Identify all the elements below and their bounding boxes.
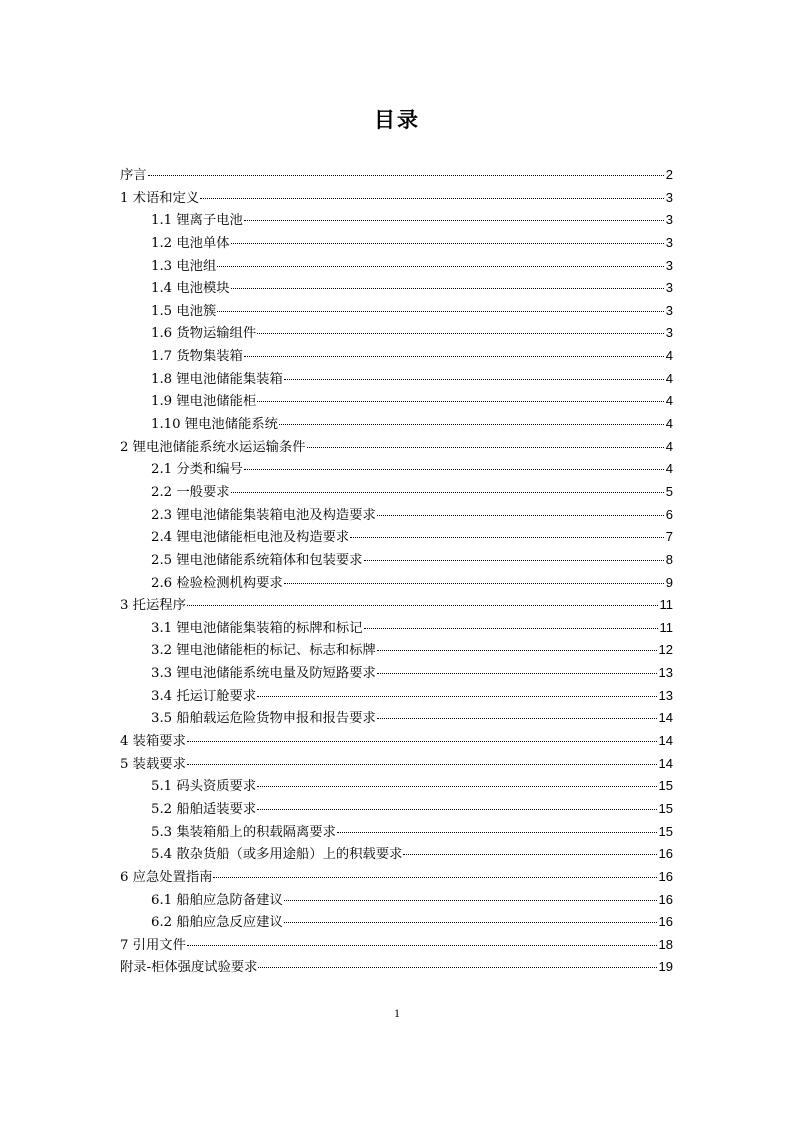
- toc-entry[interactable]: [120, 504, 673, 527]
- toc-entry-page: 14: [658, 755, 673, 771]
- toc-entry-label: 1.1 锂离子电池: [151, 213, 243, 229]
- toc-dot-leader: [284, 922, 657, 923]
- toc-dot-leader: [187, 605, 658, 606]
- toc-entry-label: 7 引用文件: [120, 937, 186, 953]
- toc-entry-label: 1.6 货物运输组件: [151, 326, 257, 342]
- toc-entry[interactable]: [120, 821, 673, 844]
- toc-entry[interactable]: [120, 413, 673, 436]
- toc-entry[interactable]: [120, 526, 673, 549]
- toc-entry[interactable]: [120, 956, 673, 979]
- toc-entry-label: 1.10 锂电池储能系统: [151, 417, 278, 433]
- toc-entry-label: 1.7 货物集装箱: [151, 349, 243, 365]
- toc-entry-label: 5.1 码头资质要求: [151, 779, 257, 795]
- toc-entry-page: 16: [658, 868, 673, 884]
- toc-dot-leader: [231, 288, 664, 289]
- toc-entry[interactable]: [120, 662, 673, 685]
- toc-entry-page: 3: [665, 257, 673, 273]
- toc-dot-leader: [337, 832, 657, 833]
- toc-entry-page: 12: [658, 642, 673, 658]
- toc-entry-label: 3.5 船舶载运危险货物申报和报告要求: [151, 711, 376, 727]
- toc-entry-page: 16: [658, 891, 673, 907]
- toc-entry[interactable]: [120, 187, 673, 210]
- toc-entry[interactable]: [120, 232, 673, 255]
- toc-entry[interactable]: [120, 594, 673, 617]
- toc-dot-leader: [231, 243, 664, 244]
- toc-dot-leader: [284, 900, 657, 901]
- toc-entry-page: 16: [658, 846, 673, 862]
- toc-dot-leader: [244, 469, 664, 470]
- toc-entry-label: 5 装载要求: [120, 756, 186, 772]
- toc-dot-leader: [350, 537, 664, 538]
- toc-entry[interactable]: [120, 934, 673, 957]
- toc-dot-leader: [217, 311, 664, 312]
- toc-entry-page: 14: [658, 733, 673, 749]
- toc-entry-label: 2.3 锂电池储能集装箱电池及构造要求: [151, 507, 376, 523]
- toc-entry-page: 6: [665, 506, 673, 522]
- toc-dot-leader: [377, 718, 657, 719]
- toc-entry[interactable]: [120, 617, 673, 640]
- toc-entry-page: 4: [665, 393, 673, 409]
- toc-entry[interactable]: [120, 911, 673, 934]
- toc-dot-leader: [187, 945, 657, 946]
- toc-entry-page: 4: [665, 438, 673, 454]
- page-title: 目录: [374, 108, 420, 132]
- toc-entry-page: 19: [658, 959, 673, 975]
- toc-entry[interactable]: [120, 368, 673, 391]
- toc-entry-label: 1.9 锂电池储能柜: [151, 394, 257, 410]
- toc-dot-leader: [307, 447, 664, 448]
- toc-entry-label: 5.2 船舶适装要求: [151, 801, 257, 817]
- toc-entry-label: 3.4 托运订舱要求: [151, 688, 257, 704]
- toc-entry-label: 3.1 锂电池储能集装箱的标牌和标记: [151, 620, 363, 636]
- toc-entry-label: 2.2 一般要求: [151, 484, 230, 500]
- toc-entry-page: 3: [665, 189, 673, 205]
- toc-entry[interactable]: [120, 639, 673, 662]
- toc-entry[interactable]: [120, 390, 673, 413]
- toc-dot-leader: [148, 175, 664, 176]
- toc-entry-page: 9: [665, 574, 673, 590]
- toc-entry[interactable]: [120, 277, 673, 300]
- page-number: 1: [394, 1006, 400, 1020]
- toc-entry[interactable]: [120, 775, 673, 798]
- toc-entry-label: 5.4 散杂货船（或多用途船）上的积载要求: [151, 847, 403, 863]
- toc-dot-leader: [187, 741, 657, 742]
- toc-entry[interactable]: [120, 572, 673, 595]
- toc-entry-page: 4: [665, 461, 673, 477]
- toc-entry[interactable]: [120, 798, 673, 821]
- toc-entry-page: 13: [658, 665, 673, 681]
- toc-dot-leader: [187, 764, 657, 765]
- toc-entry-label: 2.1 分类和编号: [151, 462, 243, 478]
- toc-dot-leader: [364, 560, 664, 561]
- toc-entry-label: 1.4 电池模块: [151, 281, 230, 297]
- toc-entry-label: 2.6 检验检测机构要求: [151, 575, 283, 591]
- toc-entry-page: 4: [665, 370, 673, 386]
- table-of-contents: [120, 164, 673, 979]
- toc-entry[interactable]: [120, 458, 673, 481]
- toc-dot-leader: [257, 333, 664, 334]
- toc-entry-page: 7: [665, 529, 673, 545]
- toc-entry-label: 序言: [120, 168, 147, 183]
- toc-entry[interactable]: [120, 730, 673, 753]
- toc-entry-label: 1.8 锂电池储能集装箱: [151, 371, 283, 387]
- toc-entry-page: 8: [665, 551, 673, 567]
- toc-dot-leader: [200, 198, 664, 199]
- toc-entry-label: 1.5 电池簇: [151, 303, 217, 319]
- toc-dot-leader: [284, 583, 664, 584]
- toc-entry[interactable]: [120, 866, 673, 889]
- toc-dot-leader: [377, 515, 664, 516]
- toc-entry-label: 附录-柜体强度试验要求: [120, 960, 258, 976]
- toc-dot-leader: [284, 379, 664, 380]
- toc-entry[interactable]: [120, 843, 673, 866]
- toc-dot-leader: [257, 401, 664, 402]
- toc-dot-leader: [377, 673, 657, 674]
- toc-entry[interactable]: [120, 345, 673, 368]
- toc-entry[interactable]: [120, 209, 673, 232]
- toc-entry-page: 4: [665, 348, 673, 364]
- toc-entry-label: 1.2 电池单体: [151, 235, 230, 251]
- toc-entry[interactable]: [120, 255, 673, 278]
- toc-entry-page: 16: [658, 914, 673, 930]
- toc-entry-page: 5: [665, 483, 673, 499]
- toc-entry[interactable]: [120, 707, 673, 730]
- toc-entry-label: 6.2 船舶应急反应建议: [151, 915, 283, 931]
- toc-dot-leader: [258, 967, 656, 968]
- toc-dot-leader: [257, 696, 656, 697]
- toc-dot-leader: [403, 854, 656, 855]
- toc-entry-page: 15: [658, 800, 673, 816]
- toc-entry[interactable]: [120, 322, 673, 345]
- toc-entry-label: 2.5 锂电池储能系统箱体和包装要求: [151, 552, 363, 568]
- toc-entry-page: 11: [659, 597, 673, 613]
- toc-entry-label: 3.2 锂电池储能柜的标记、标志和标牌: [151, 643, 376, 659]
- toc-entry[interactable]: [120, 889, 673, 912]
- toc-dot-leader: [257, 786, 656, 787]
- toc-dot-leader: [364, 628, 658, 629]
- toc-dot-leader: [217, 266, 664, 267]
- toc-entry-page: 3: [665, 234, 673, 250]
- toc-entry[interactable]: [120, 481, 673, 504]
- toc-entry[interactable]: [120, 753, 673, 776]
- toc-dot-leader: [377, 650, 657, 651]
- toc-entry-page: 15: [658, 823, 673, 839]
- toc-dot-leader: [244, 220, 664, 221]
- toc-entry-label: 3 托运程序: [120, 598, 186, 614]
- toc-dot-leader: [213, 877, 656, 878]
- toc-entry[interactable]: [120, 549, 673, 572]
- toc-entry-label: 4 装箱要求: [120, 734, 186, 750]
- toc-entry[interactable]: [120, 164, 673, 187]
- toc-entry-label: 5.3 集装箱船上的积载隔离要求: [151, 824, 336, 840]
- toc-entry[interactable]: [120, 436, 673, 459]
- toc-entry-page: 13: [658, 687, 673, 703]
- toc-dot-leader: [244, 356, 664, 357]
- toc-entry-page: 3: [665, 325, 673, 341]
- toc-dot-leader: [279, 424, 664, 425]
- toc-entry[interactable]: [120, 685, 673, 708]
- toc-entry-page: 18: [658, 936, 673, 952]
- toc-entry-page: 11: [659, 619, 673, 635]
- toc-entry-page: 4: [665, 416, 673, 432]
- toc-entry-page: 3: [665, 212, 673, 228]
- toc-entry-page: 2: [665, 167, 673, 182]
- toc-entry-page: 15: [658, 778, 673, 794]
- toc-dot-leader: [257, 809, 656, 810]
- toc-entry-label: 2 锂电池储能系统水运运输条件: [120, 439, 306, 455]
- toc-entry-label: 1 术语和定义: [120, 190, 200, 206]
- toc-entry-page: 14: [658, 710, 673, 726]
- toc-entry-label: 6 应急处置指南: [120, 869, 213, 885]
- toc-entry-page: 3: [665, 302, 673, 318]
- toc-entry-label: 1.3 电池组: [151, 258, 217, 274]
- toc-entry-label: 2.4 锂电池储能柜电池及构造要求: [151, 530, 350, 546]
- toc-entry-label: 6.1 船舶应急防备建议: [151, 892, 283, 908]
- toc-entry-page: 3: [665, 280, 673, 296]
- toc-entry-label: 3.3 锂电池储能系统电量及防短路要求: [151, 666, 376, 682]
- toc-dot-leader: [231, 492, 664, 493]
- toc-entry[interactable]: [120, 300, 673, 323]
